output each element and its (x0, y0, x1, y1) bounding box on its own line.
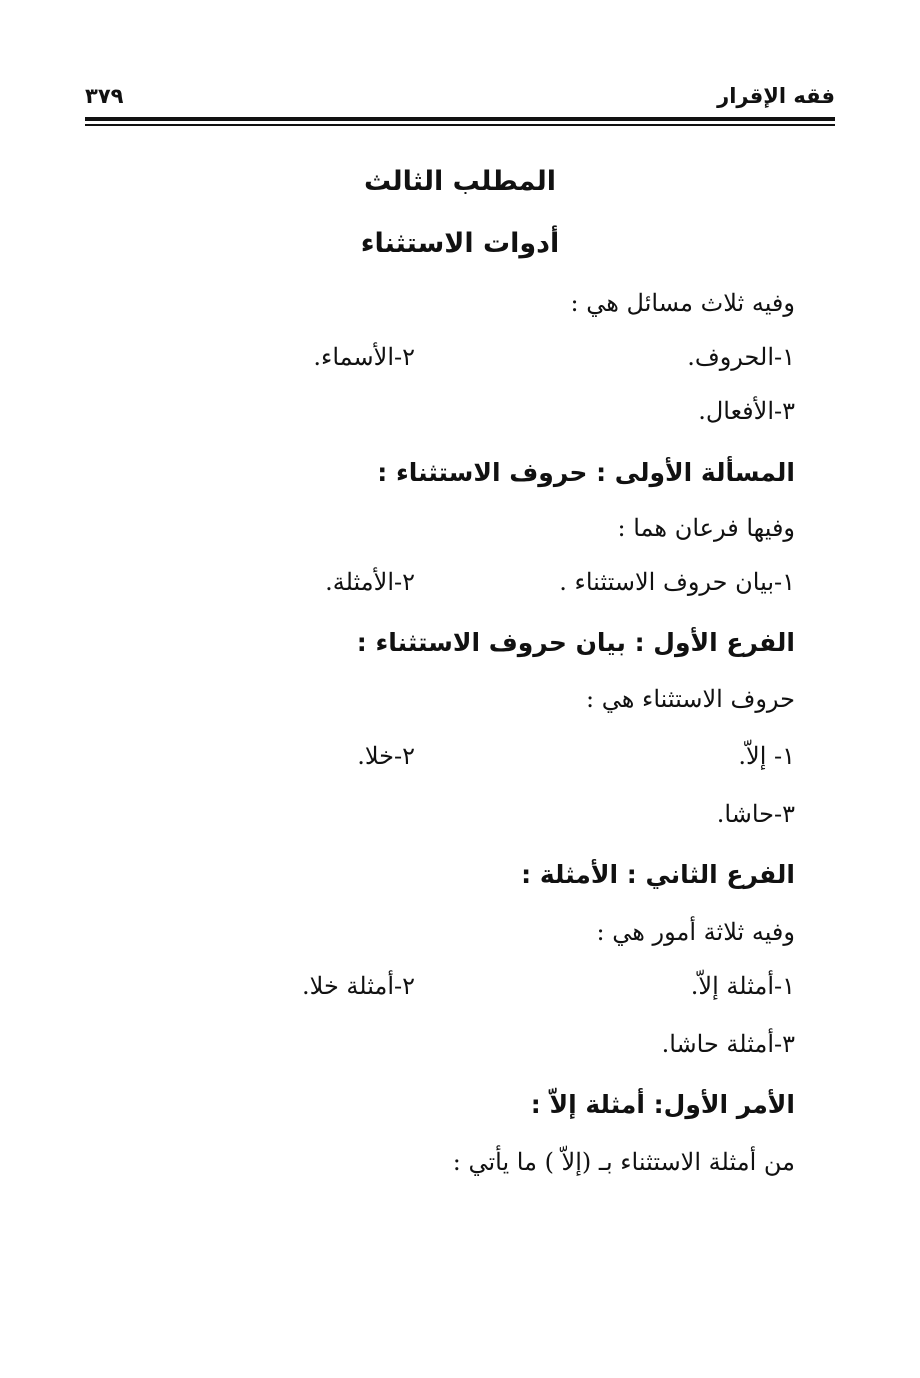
running-header (85, 84, 835, 118)
branch1-item-1: ١- إلاّ. (738, 742, 795, 770)
branch1-item-3: ٣-حاشا. (716, 800, 795, 828)
header-rule-thin (85, 124, 835, 126)
book-title: فقه الإقرار (717, 84, 835, 108)
branch2-item-3: ٣-أمثلة حاشا. (661, 1030, 795, 1058)
issue1-item-2: ٢-الأمثلة. (325, 568, 415, 596)
section-subheading: أدوات الاستثناء (360, 228, 560, 259)
branch2-intro: وفيه ثلاثة أمور هي : (596, 918, 795, 946)
matter1-text: من أمثلة الاستثناء بـ (إلاّ ) ما يأتي : (452, 1148, 795, 1176)
issue1-item-1: ١-بيان حروف الاستثناء . (559, 568, 795, 596)
tools-item-1: ١-الحروف. (687, 343, 795, 371)
tools-item-2: ٢-الأسماء. (313, 343, 415, 371)
section-heading: المطلب الثالث (363, 166, 557, 197)
issue1-intro: وفيها فرعان هما : (617, 514, 795, 542)
issue1-heading: المسألة الأولى : حروف الاستثناء : (377, 458, 795, 487)
branch2-heading: الفرع الثاني : الأمثلة : (521, 860, 795, 889)
matter1-heading: الأمر الأول: أمثلة إلاّ : (530, 1090, 795, 1119)
branch1-item-2: ٢-خلا. (357, 742, 415, 770)
branch1-intro: حروف الاستثناء هي : (586, 685, 795, 713)
branch2-item-2: ٢-أمثلة خلا. (302, 972, 415, 1000)
page-number: ٣٧٩ (85, 84, 124, 108)
intro-text: وفيه ثلاث مسائل هي : (570, 289, 795, 317)
header-rule-thick (85, 117, 835, 121)
branch1-heading: الفرع الأول : بيان حروف الاستثناء : (356, 628, 795, 657)
tools-item-3: ٣-الأفعال. (698, 397, 795, 425)
branch2-item-1: ١-أمثلة إلاّ. (690, 972, 795, 1000)
